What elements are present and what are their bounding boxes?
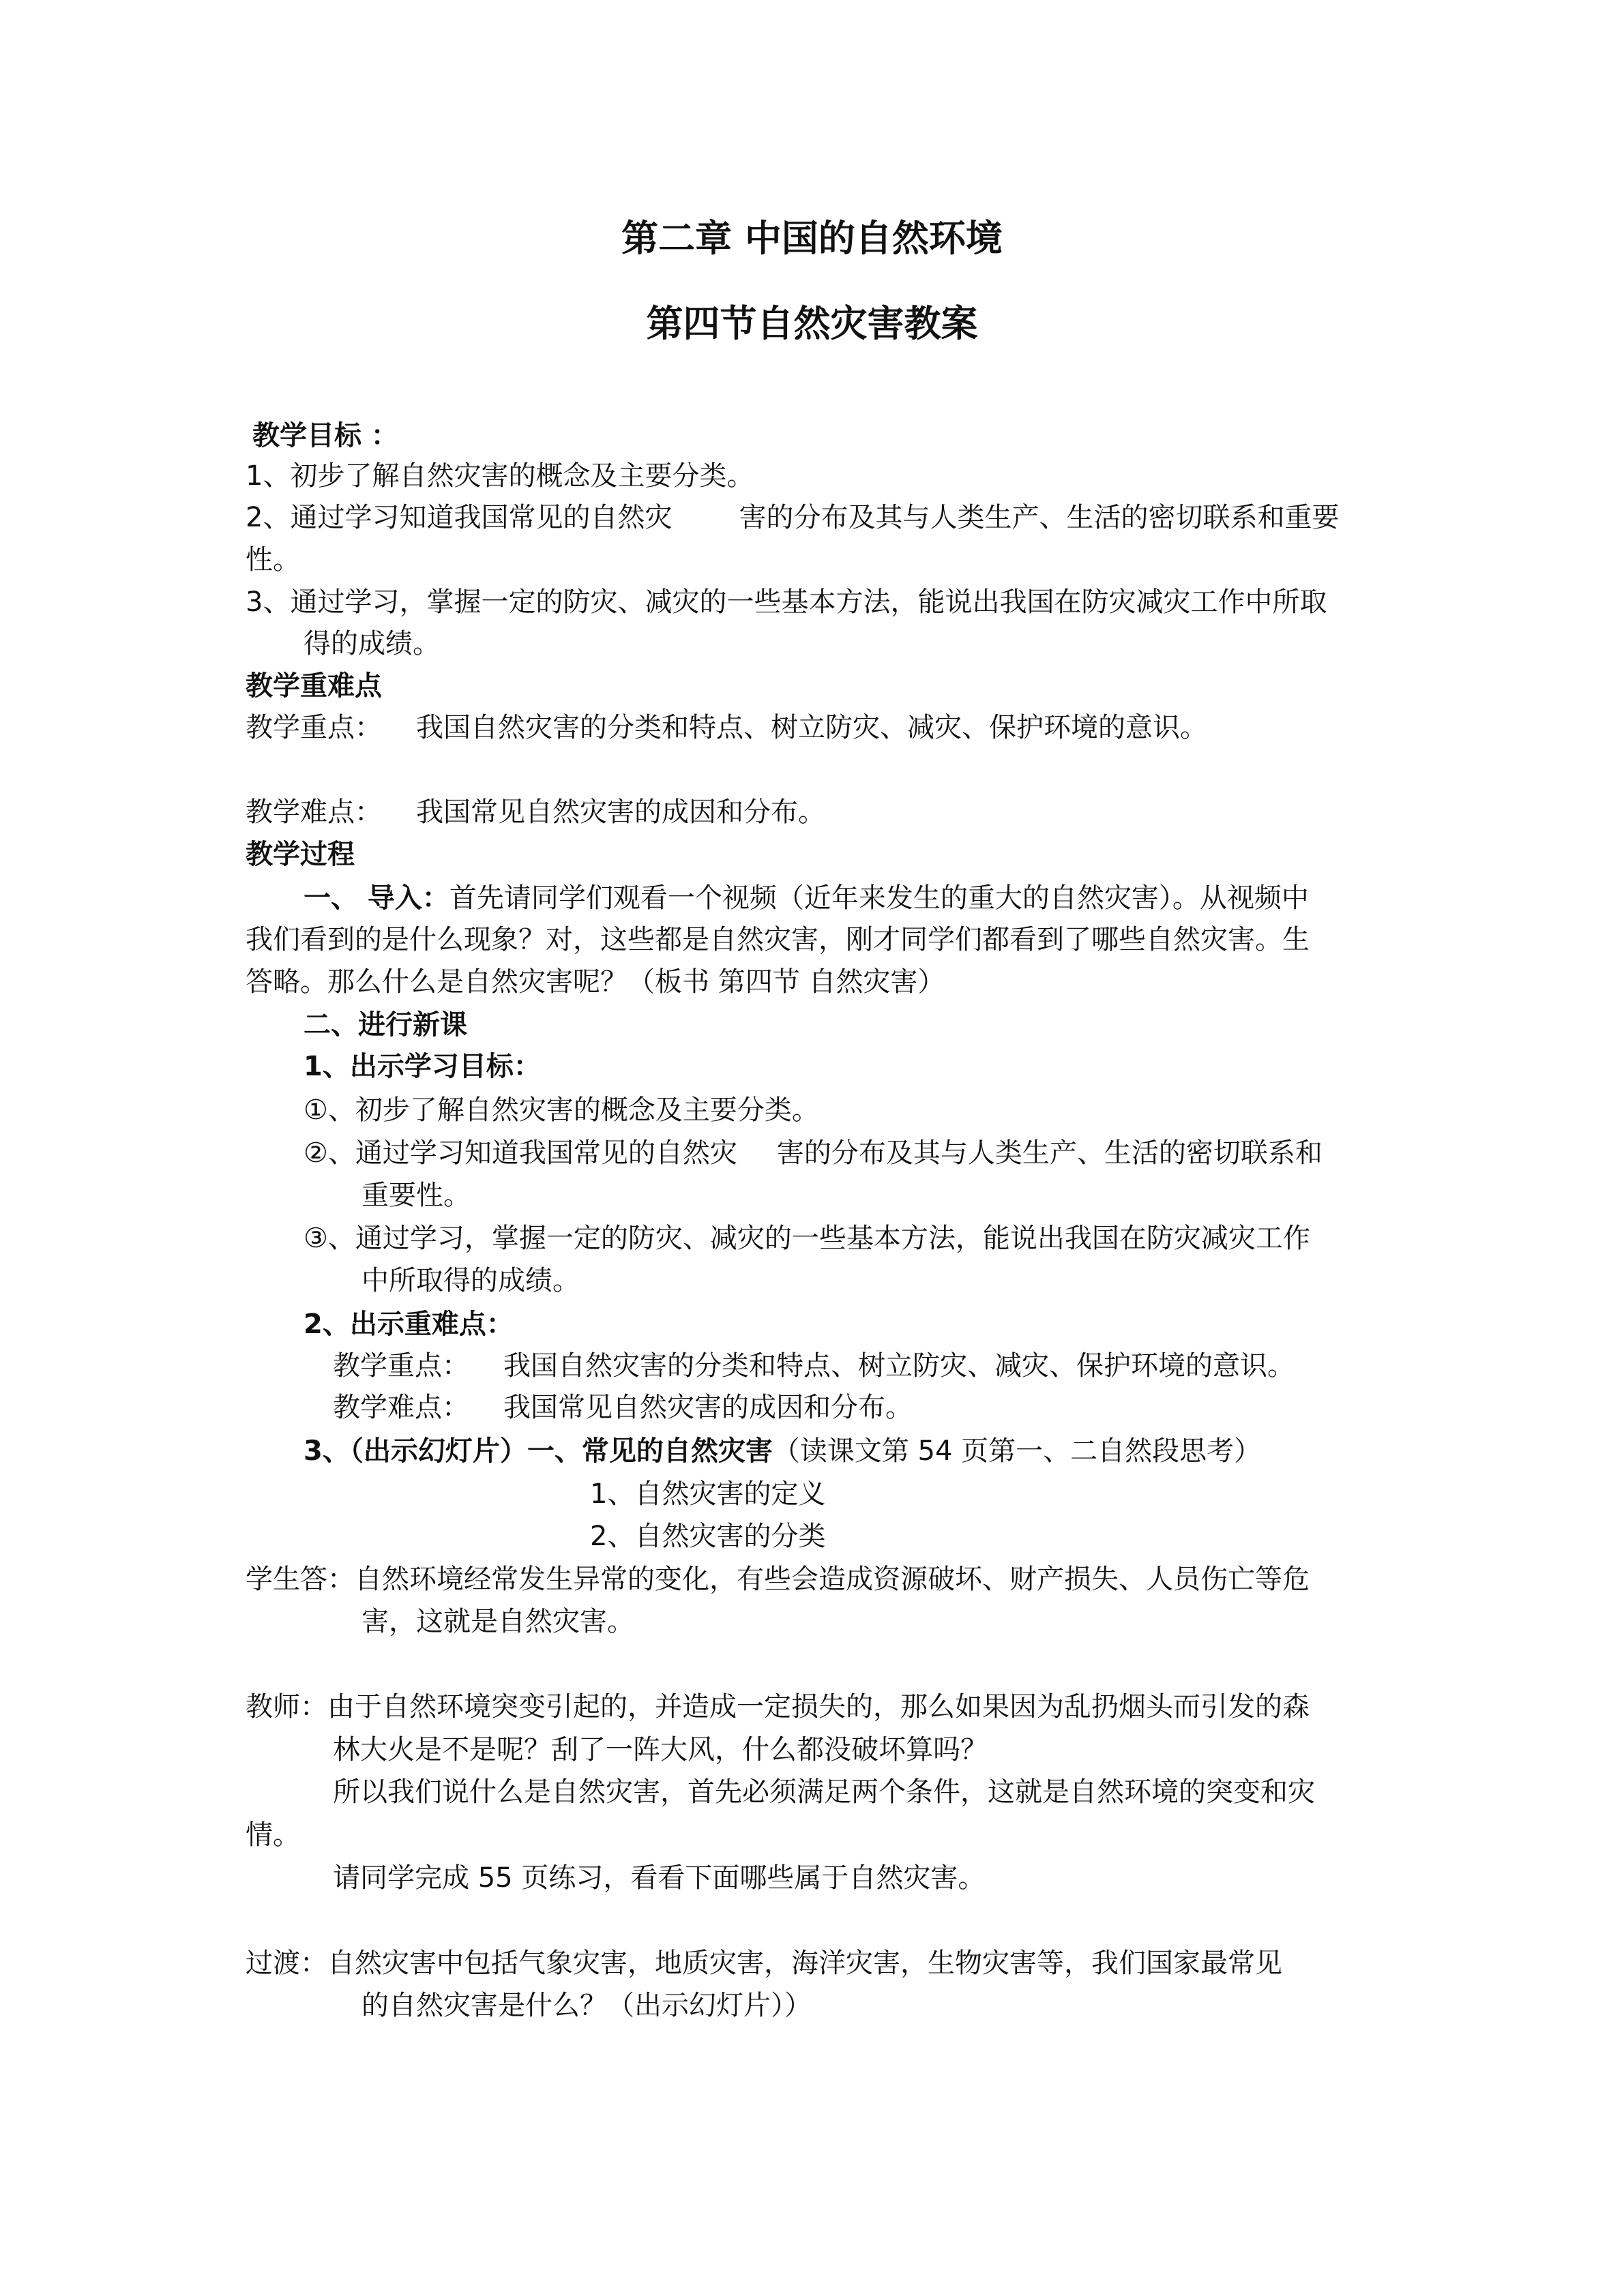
- transition-line-cont: 的自然灾害是什么？（出示幻灯片））: [361, 1990, 812, 2021]
- goal-2-cont: 重要性。: [361, 1180, 471, 1211]
- section-title: 第四节自然灾害教案: [646, 302, 978, 345]
- objective-2-cont: 性。: [246, 544, 300, 576]
- objectives-heading: 教学目标 ：: [252, 420, 398, 451]
- step-2-heading: 2、出示重难点：: [304, 1309, 514, 1340]
- goal-2: ②、通过学习知道我国常见的自然灾 害的分布及其与人类生产、生活的密切联系和: [304, 1137, 1323, 1169]
- objective-1: 1、初步了解自然灾害的概念及主要分类。: [246, 460, 754, 492]
- keypoints-heading: 教学重难点: [246, 670, 382, 702]
- step-2-difficulty: 教学难点： 我国常见自然灾害的成因和分布。: [333, 1392, 913, 1423]
- transition-line: 过渡：自然灾害中包括气象灾害，地质灾害，海洋灾害，生物灾害等，我们国家最常见: [246, 1948, 1282, 1979]
- goal-1: ①、初步了解自然灾害的概念及主要分类。: [304, 1094, 819, 1126]
- exercise-line: 请同学完成 55 页练习，看看下面哪些属于自然灾害。: [333, 1862, 986, 1894]
- process-heading: 教学过程: [246, 839, 355, 870]
- step-3-line: 3、（出示幻灯片）一、常见的自然灾害（读课文第 54 页第一、二自然段思考）: [304, 1435, 1262, 1467]
- intro-line-2: 我们看到的是什么现象？对，这些都是自然灾害，刚才同学们都看到了哪些自然灾害。生: [246, 924, 1310, 955]
- student-answer-cont: 害，这就是自然灾害。: [361, 1606, 634, 1637]
- question-2: 2、自然灾害的分类: [590, 1521, 826, 1552]
- step-1-heading: 1、出示学习目标：: [304, 1051, 541, 1082]
- objective-2: 2、通过学习知道我国常见的自然灾 害的分布及其与人类生产、生活的密切联系和重要: [246, 502, 1340, 533]
- step-2-focus: 教学重点： 我国自然灾害的分类和特点、树立防灾、减灾、保护环境的意识。: [333, 1350, 1295, 1382]
- teacher-line-4: 情。: [246, 1819, 300, 1851]
- teacher-line-3: 所以我们说什么是自然灾害，首先必须满足两个条件，这就是自然环境的突变和灾: [333, 1776, 1315, 1808]
- intro-line: 一、 导入：首先请同学们观看一个视频（近年来发生的重大的自然灾害）。从视频中: [304, 882, 1309, 914]
- focus-line: 教学重点： 我国自然灾害的分类和特点、树立防灾、减灾、保护环境的意识。: [246, 712, 1207, 743]
- objective-3-cont: 得的成绩。: [304, 628, 440, 659]
- chapter-title: 第二章 中国的自然环境: [621, 217, 1003, 260]
- new-lesson-heading: 二、进行新课: [304, 1009, 467, 1041]
- intro-line-3: 答略。那么什么是自然灾害呢？（板书 第四节 自然灾害）: [246, 966, 945, 998]
- goal-3: ③、通过学习，掌握一定的防灾、减灾的一些基本方法，能说出我国在防灾减灾工作: [304, 1223, 1310, 1254]
- objective-3: 3、通过学习，掌握一定的防灾、减灾的一些基本方法，能说出我国在防灾减灾工作中所取: [246, 586, 1327, 618]
- teacher-line-2: 林大火是不是呢？刮了一阵大风，什么都没破坏算吗？: [333, 1734, 988, 1765]
- difficulty-line: 教学难点： 我国常见自然灾害的成因和分布。: [246, 796, 825, 828]
- student-answer: 学生答：自然环境经常发生异常的变化，有些会造成资源破坏、财产损失、人员伤亡等危: [246, 1564, 1310, 1595]
- question-1: 1、自然灾害的定义: [590, 1478, 826, 1510]
- teacher-line-1: 教师：由于自然环境突变引起的，并造成一定损失的，那么如果因为乱扔烟头而引发的森: [246, 1691, 1310, 1723]
- goal-3-cont: 中所取得的成绩。: [361, 1265, 580, 1296]
